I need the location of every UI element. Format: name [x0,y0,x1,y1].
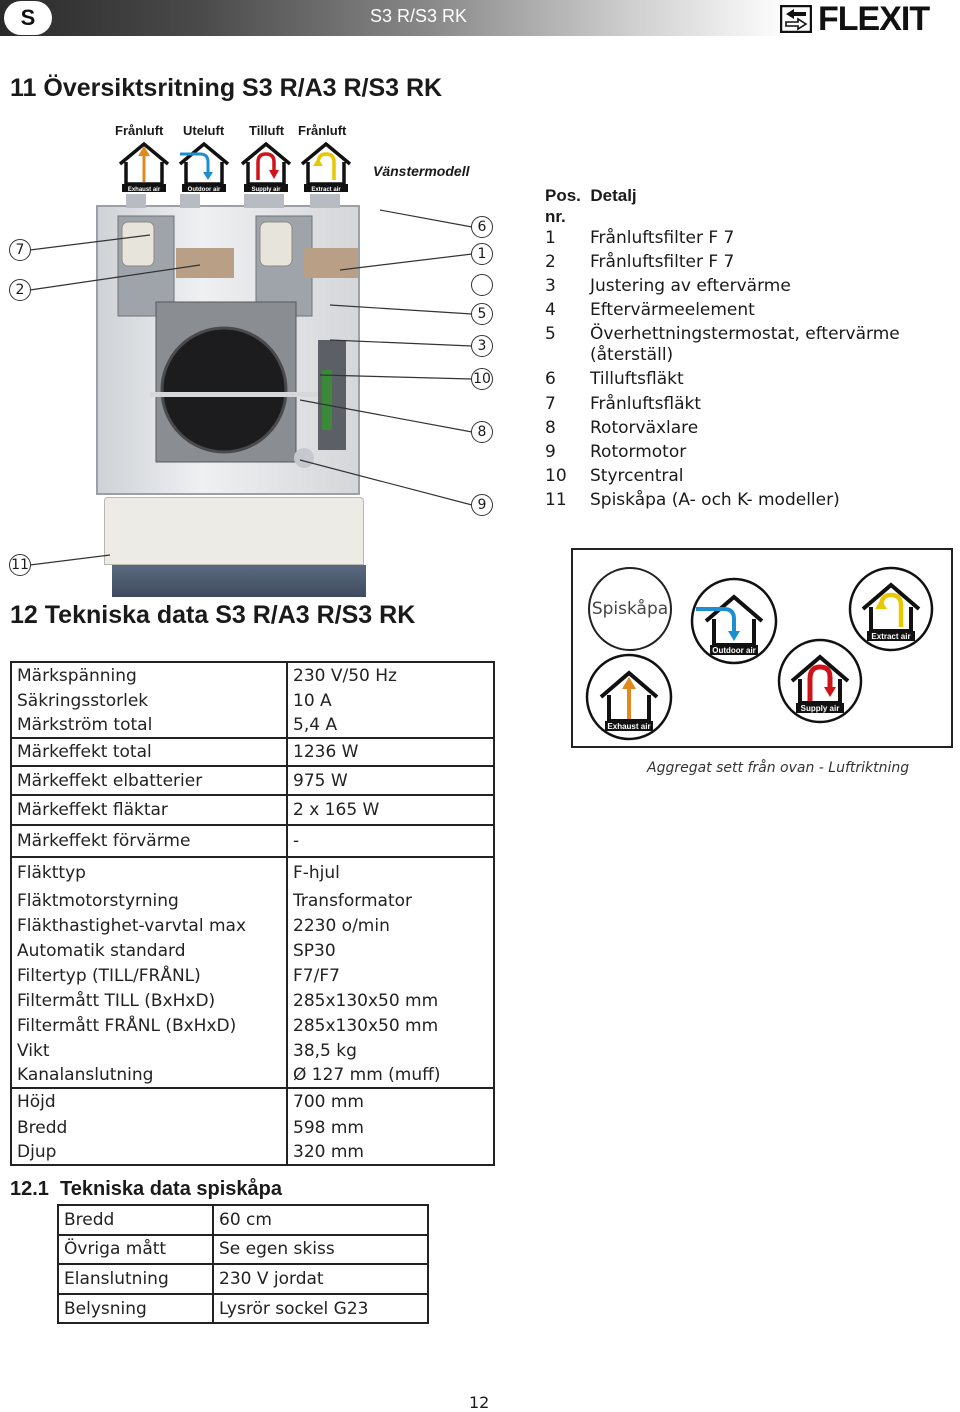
svg-text:Extract air: Extract air [871,632,911,641]
row-value: 10 A [287,688,494,713]
list-item [545,252,910,276]
row-value: Transformator [287,888,494,913]
pos-text: Eftervärmeelement [590,300,755,321]
row-value: - [287,825,494,857]
table-row [11,688,494,713]
row-label: Höjd [11,1088,287,1115]
pos-num: 9 [545,441,556,462]
row-label: Märkström total [11,713,287,738]
pos-header-line1: Pos. Detalj [545,186,637,205]
pos-text: Tilluftsfläkt [590,369,684,390]
row-label: Belysning [58,1294,213,1324]
pos-text: Överhettningstermostat, eftervärme [590,324,900,345]
roof-view-caption: Aggregat sett från ovan - Luftriktning [647,760,910,776]
row-value: 2 x 165 W [287,795,494,825]
table-row [58,1264,428,1294]
row-value: 38,5 kg [287,1038,494,1063]
callout-blank [471,274,493,296]
row-label: Märkeffekt fläktar [11,795,287,825]
row-label: Filtermått TILL (BxHxD) [11,988,287,1013]
pos-num: 6 [545,369,556,390]
row-value: 285x130x50 mm [287,1013,494,1038]
row-label: Märkspänning [11,662,287,688]
pos-text: Frånluftsfilter F 7 [590,252,735,273]
pos-num: 2 [545,252,556,273]
section-11-title: 11 Översiktsritning S3 R/A3 R/S3 RK [10,74,443,102]
list-item [545,442,910,466]
table-row [11,988,494,1013]
svg-text:Outdoor air: Outdoor air [187,187,221,193]
pos-num: 5 [545,324,556,345]
table-row [11,963,494,988]
row-value: 230 V/50 Hz [287,662,494,688]
svg-text:Extract air: Extract air [311,187,341,193]
pos-num: 8 [545,417,556,438]
pos-text: Rotormotor [590,441,687,462]
brand-wordmark: FLEXIT [818,0,930,38]
row-value: 1236 W [287,738,494,766]
air-label-tilluft: Tilluft [249,123,285,138]
callout-2: 2 [9,279,31,301]
table-row [11,913,494,938]
list-item [545,394,910,418]
row-value: 5,4 A [287,713,494,738]
row-value: 700 mm [287,1088,494,1115]
pos-text: Frånluftsfilter F 7 [590,228,735,248]
svg-text:Exhaust air: Exhaust air [127,187,161,193]
table-row [11,766,494,795]
row-label: Filtermått FRÅNL (BxHxD) [11,1013,287,1038]
table-row [11,795,494,825]
roof-view-icons [585,565,950,745]
table-row [11,1013,494,1038]
callout-5: 5 [471,303,493,325]
table-row [11,1115,494,1140]
header-model: S3 R/S3 RK [370,6,468,26]
spiskapa-circle: Spiskåpa [588,567,672,651]
table-row [11,713,494,738]
extract-air-roof-icon [850,568,932,650]
pos-num [545,345,590,369]
row-value: Lysrör sockel G23 [213,1294,428,1324]
table-row [11,825,494,857]
list-item [545,228,910,252]
list-item [545,345,910,369]
row-label: Säkringsstorlek [11,688,287,713]
section-12-1-title: 12.1 Tekniska data spiskåpa [10,1178,283,1200]
row-label: Fläktmotorstyrning [11,888,287,913]
callout-3: 3 [471,335,493,357]
table-row [11,662,494,688]
row-label: Bredd [58,1205,213,1235]
list-item [545,490,910,514]
list-item [545,276,910,300]
callout-7: 7 [9,239,31,261]
list-item [545,300,910,324]
table-row [11,888,494,913]
air-label-franluft-2: Frånluft [298,123,347,138]
row-value: 320 mm [287,1140,494,1165]
table-row [11,857,494,888]
table-row [58,1235,428,1265]
pos-text: Styrcentral [590,465,684,486]
section-letter-badge: S [4,1,52,35]
table-row [11,1063,494,1088]
pos-num: 11 [545,489,567,510]
row-value: 975 W [287,766,494,795]
callout-1: 1 [471,243,493,265]
cooker-hood-table [57,1204,429,1324]
row-value: 60 cm [213,1205,428,1235]
pos-text: Justering av eftervärme [590,276,791,297]
pos-num: 4 [545,300,556,321]
pos-num: 7 [545,393,556,414]
list-item [545,466,910,490]
callout-11: 11 [9,554,31,576]
row-label: Elanslutning [58,1264,213,1294]
row-value: 285x130x50 mm [287,988,494,1013]
page-number: 12 [469,1393,490,1412]
svg-text:Outdoor air: Outdoor air [712,646,756,655]
svg-text:Supply air: Supply air [251,187,281,193]
pos-header-line2: nr. [545,207,566,226]
pos-text: (återställ) [590,345,674,366]
row-value: SP30 [287,938,494,963]
model-label: Vänstermodell [373,163,470,179]
outdoor-air-roof-icon [692,579,776,663]
tech-data-table [10,661,495,1166]
pos-text: Frånluftsfläkt [590,393,702,414]
pos-num: 10 [545,465,567,486]
pos-text: Spiskåpa (A- och K- modeller) [590,489,840,510]
pos-num: 3 [545,276,556,297]
air-label-franluft-1: Frånluft [115,123,164,138]
row-label: Djup [11,1140,287,1165]
row-label: Vikt [11,1038,287,1063]
row-label: Märkeffekt elbatterier [11,766,287,795]
row-value: F7/F7 [287,963,494,988]
row-value: F-hjul [287,857,494,888]
supply-air-roof-icon [779,640,861,722]
row-label: Bredd [11,1115,287,1140]
row-label: Fläkthastighet-varvtal max [11,913,287,938]
table-row [58,1294,428,1324]
row-label: Fläkttyp [11,857,287,888]
svg-text:Supply air: Supply air [800,704,840,713]
row-value: 230 V jordat [213,1264,428,1294]
table-row [58,1205,428,1235]
list-item [545,418,910,442]
row-label: Kanalanslutning [11,1063,287,1088]
exhaust-air-roof-icon [587,655,671,739]
table-row [11,1140,494,1165]
callout-6: 6 [471,216,493,238]
row-value: 2230 o/min [287,913,494,938]
air-label-uteluft: Uteluft [183,123,225,138]
list-item [545,369,910,393]
row-value: Ø 127 mm (muff) [287,1063,494,1088]
row-label: Automatik standard [11,938,287,963]
svg-text:Exhaust air: Exhaust air [607,722,651,731]
row-label: Märkeffekt förvärme [11,825,287,857]
pos-text: Rotorväxlare [590,417,699,438]
table-row [11,938,494,963]
table-row [11,1038,494,1063]
pos-num: 1 [545,228,556,248]
row-value: Se egen skiss [213,1235,428,1265]
row-label: Filtertyp (TILL/FRÅNL) [11,963,287,988]
section-12-title: 12 Tekniska data S3 R/A3 R/S3 RK [10,601,416,629]
position-list-header [545,185,637,227]
callout-10: 10 [471,368,493,390]
table-row [11,1088,494,1115]
list-item [545,324,910,345]
row-label: Övriga mått [58,1235,213,1265]
callout-8: 8 [471,421,493,443]
position-list [545,228,910,514]
row-value: 598 mm [287,1115,494,1140]
callout-9: 9 [471,494,493,516]
row-label: Märkeffekt total [11,738,287,766]
table-row [11,738,494,766]
